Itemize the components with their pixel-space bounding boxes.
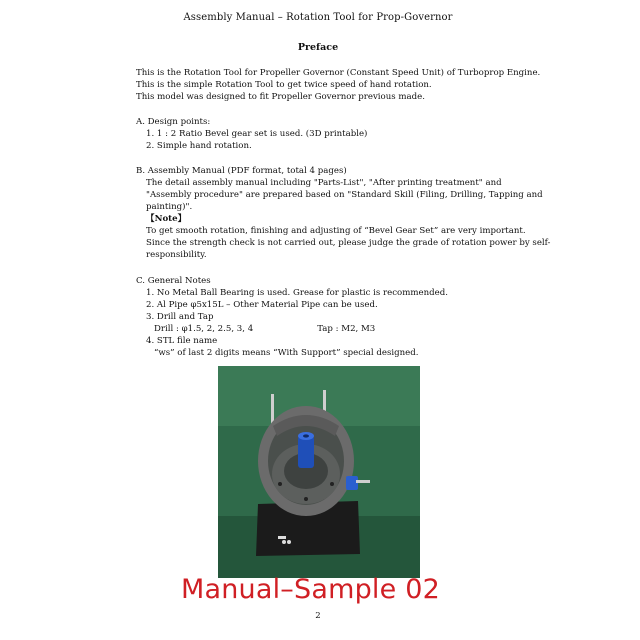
section-b-line: painting)". <box>146 202 193 212</box>
section-b-line: "Assembly procedure" are prepared based on "Standard Skill (Filing, Drilling, Tapping and <box>146 190 543 200</box>
drill-tap-row <box>136 323 508 335</box>
section-b <box>136 165 551 261</box>
design-point: 2. Simple hand rotation. <box>146 141 252 151</box>
intro-line: This is the simple Rotation Tool to get twice speed of hand rotation. <box>136 80 432 90</box>
intro-line: This model was designed to fit Propeller Governor previous made. <box>136 92 425 102</box>
section-a-title: A. Design points: <box>136 117 211 127</box>
section-a <box>136 116 508 152</box>
tap-sizes: Tap : M2, M3 <box>317 324 376 334</box>
rotation-tool-illustration <box>218 366 420 578</box>
manual-page <box>118 0 551 640</box>
design-point: 1. 1 : 2 Ratio Bevel gear set is used. (3D printable) <box>146 129 368 139</box>
intro-line: This is the Rotation Tool for Propeller Governor (Constant Speed Unit) of Turboprop Engine. <box>136 68 541 78</box>
note-line: To get smooth rotation, finishing and adjusting of “Bevel Gear Set” are very important. <box>146 226 526 236</box>
section-b-title: B. Assembly Manual (PDF format, total 4 pages) <box>136 166 347 176</box>
intro-paragraph <box>136 67 541 103</box>
note-label: 【Note】 <box>146 214 187 224</box>
general-note: 1. No Metal Ball Bearing is used. Grease for plastic is recommended. <box>146 288 448 298</box>
stl-note: “ws” of last 2 digits means “With Support” special designed. <box>154 348 419 358</box>
product-photo <box>218 366 420 578</box>
watermark-text: Manual–Sample 02 <box>181 574 440 605</box>
section-c <box>136 275 508 359</box>
general-note: 2. Al Pipe φ5x15L – Other Material Pipe can be used. <box>146 300 378 310</box>
note-line: Since the strength check is not carried out, please judge the grade of rotation power by self- <box>146 238 551 248</box>
section-b-line: The detail assembly manual including "Parts-List", "After printing treatment" and <box>146 178 502 188</box>
general-note: 3. Drill and Tap <box>146 312 214 322</box>
note-line: responsibility. <box>146 250 207 260</box>
page-number: 2 <box>315 611 321 621</box>
preface-heading: Preface <box>297 42 339 53</box>
section-c-title: C. General Notes <box>136 276 211 286</box>
general-note: 4. STL file name <box>146 336 218 346</box>
document-title: Assembly Manual – Rotation Tool for Prop-Governor <box>183 12 453 23</box>
drill-sizes: Drill : φ1.5, 2, 2.5, 3, 4 <box>154 324 254 334</box>
